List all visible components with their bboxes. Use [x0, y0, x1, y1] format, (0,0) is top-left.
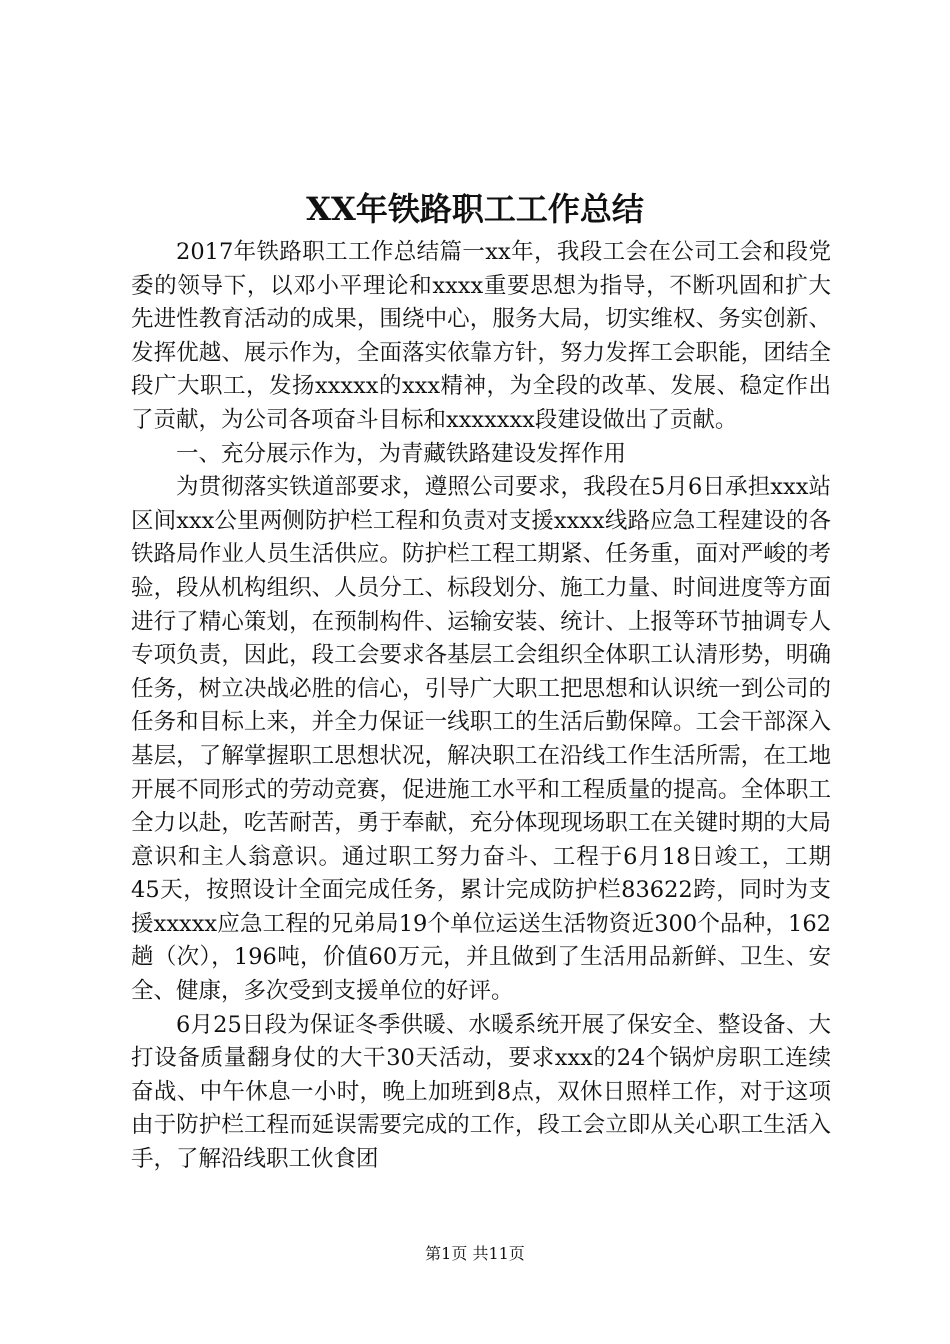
document-title: XX年铁路职工工作总结	[306, 190, 644, 228]
document-body	[131, 236, 831, 1177]
page-footer: 第1页 共11页	[425, 1244, 525, 1263]
section-heading-1: 一、充分展示作为，为青藏铁路建设发挥作用	[176, 440, 627, 467]
paragraph-section-1: 为贯彻落实铁道部要求，遵照公司要求，我段在5月6日承担xxx站区间xxx公里两侧防护栏工程和负责对支援xxxx线路应急工程建设的各铁路局作业人员生活供应。防护栏工程工期紧、任务重，面对严峻的考验，段从机构组织、人员分工、标段划分、施工力量、时间进度等方面进行了精心策划，在预制构件、运输安装、统计、上报等环节抽调专人专项负责，因此，段工会要求各基层工会组织全体职工认清形势，明确任务，树立决战必胜的信心，引导广大职工把思想和认识统一到公司的任务和目标上来，并全力保证一线职工的生活后勤保障。工会干部深入基层，了解掌握职工思想状况，解决职工在沿线工作生活所需，在工地开展不同形式的劳动竞赛，促进施工水平和工程质量的提高。全体职工全力以赴，吃苦耐苦，勇于奉献，充分体现现场职工在关键时期的大局意识和主人翁意识。通过职工努力奋斗、工程于6月18日竣工，工期45天，按照设计全面完成任务，累计完成防护栏83622跨，同时为支援xxxxx应急工程的兄弟局19个单位运送生活物资近300个品种，162趟（次），196吨，价值60万元，并且做到了生活用品新鲜、卫生、安全、健康，多次受到支援单位的好评。	[131, 474, 831, 1005]
paragraph-intro: 2017年铁路职工工作总结篇一xx年，我段工会在公司工会和段党委的领导下，以邓小平理论和xxxx重要思想为指导，不断巩固和扩大先进性教育活动的成果，围绕中心，服务大局，切实维权、务实创新、发挥优越、展示作为，全面落实依靠方针，努力发挥工会职能，团结全段广大职工，发扬xxxxx的xxx精神，为全段的改革、发展、稳定作出了贡献，为公司各项奋斗目标和xxxxxxx段建设做出了贡献。	[131, 239, 831, 433]
paragraph-heating: 6月25日段为保证冬季供暖、水暖系统开展了保安全、整设备、大打设备质量翻身仗的大干30天活动，要求xxx的24个锅炉房职工连续奋战、中午休息一小时，晚上加班到8点，双休日照样工作，对于这项由于防护栏工程而延误需要完成的工作，段工会立即从关心职工生活入手，了解沿线职工伙食团	[131, 1011, 831, 1173]
